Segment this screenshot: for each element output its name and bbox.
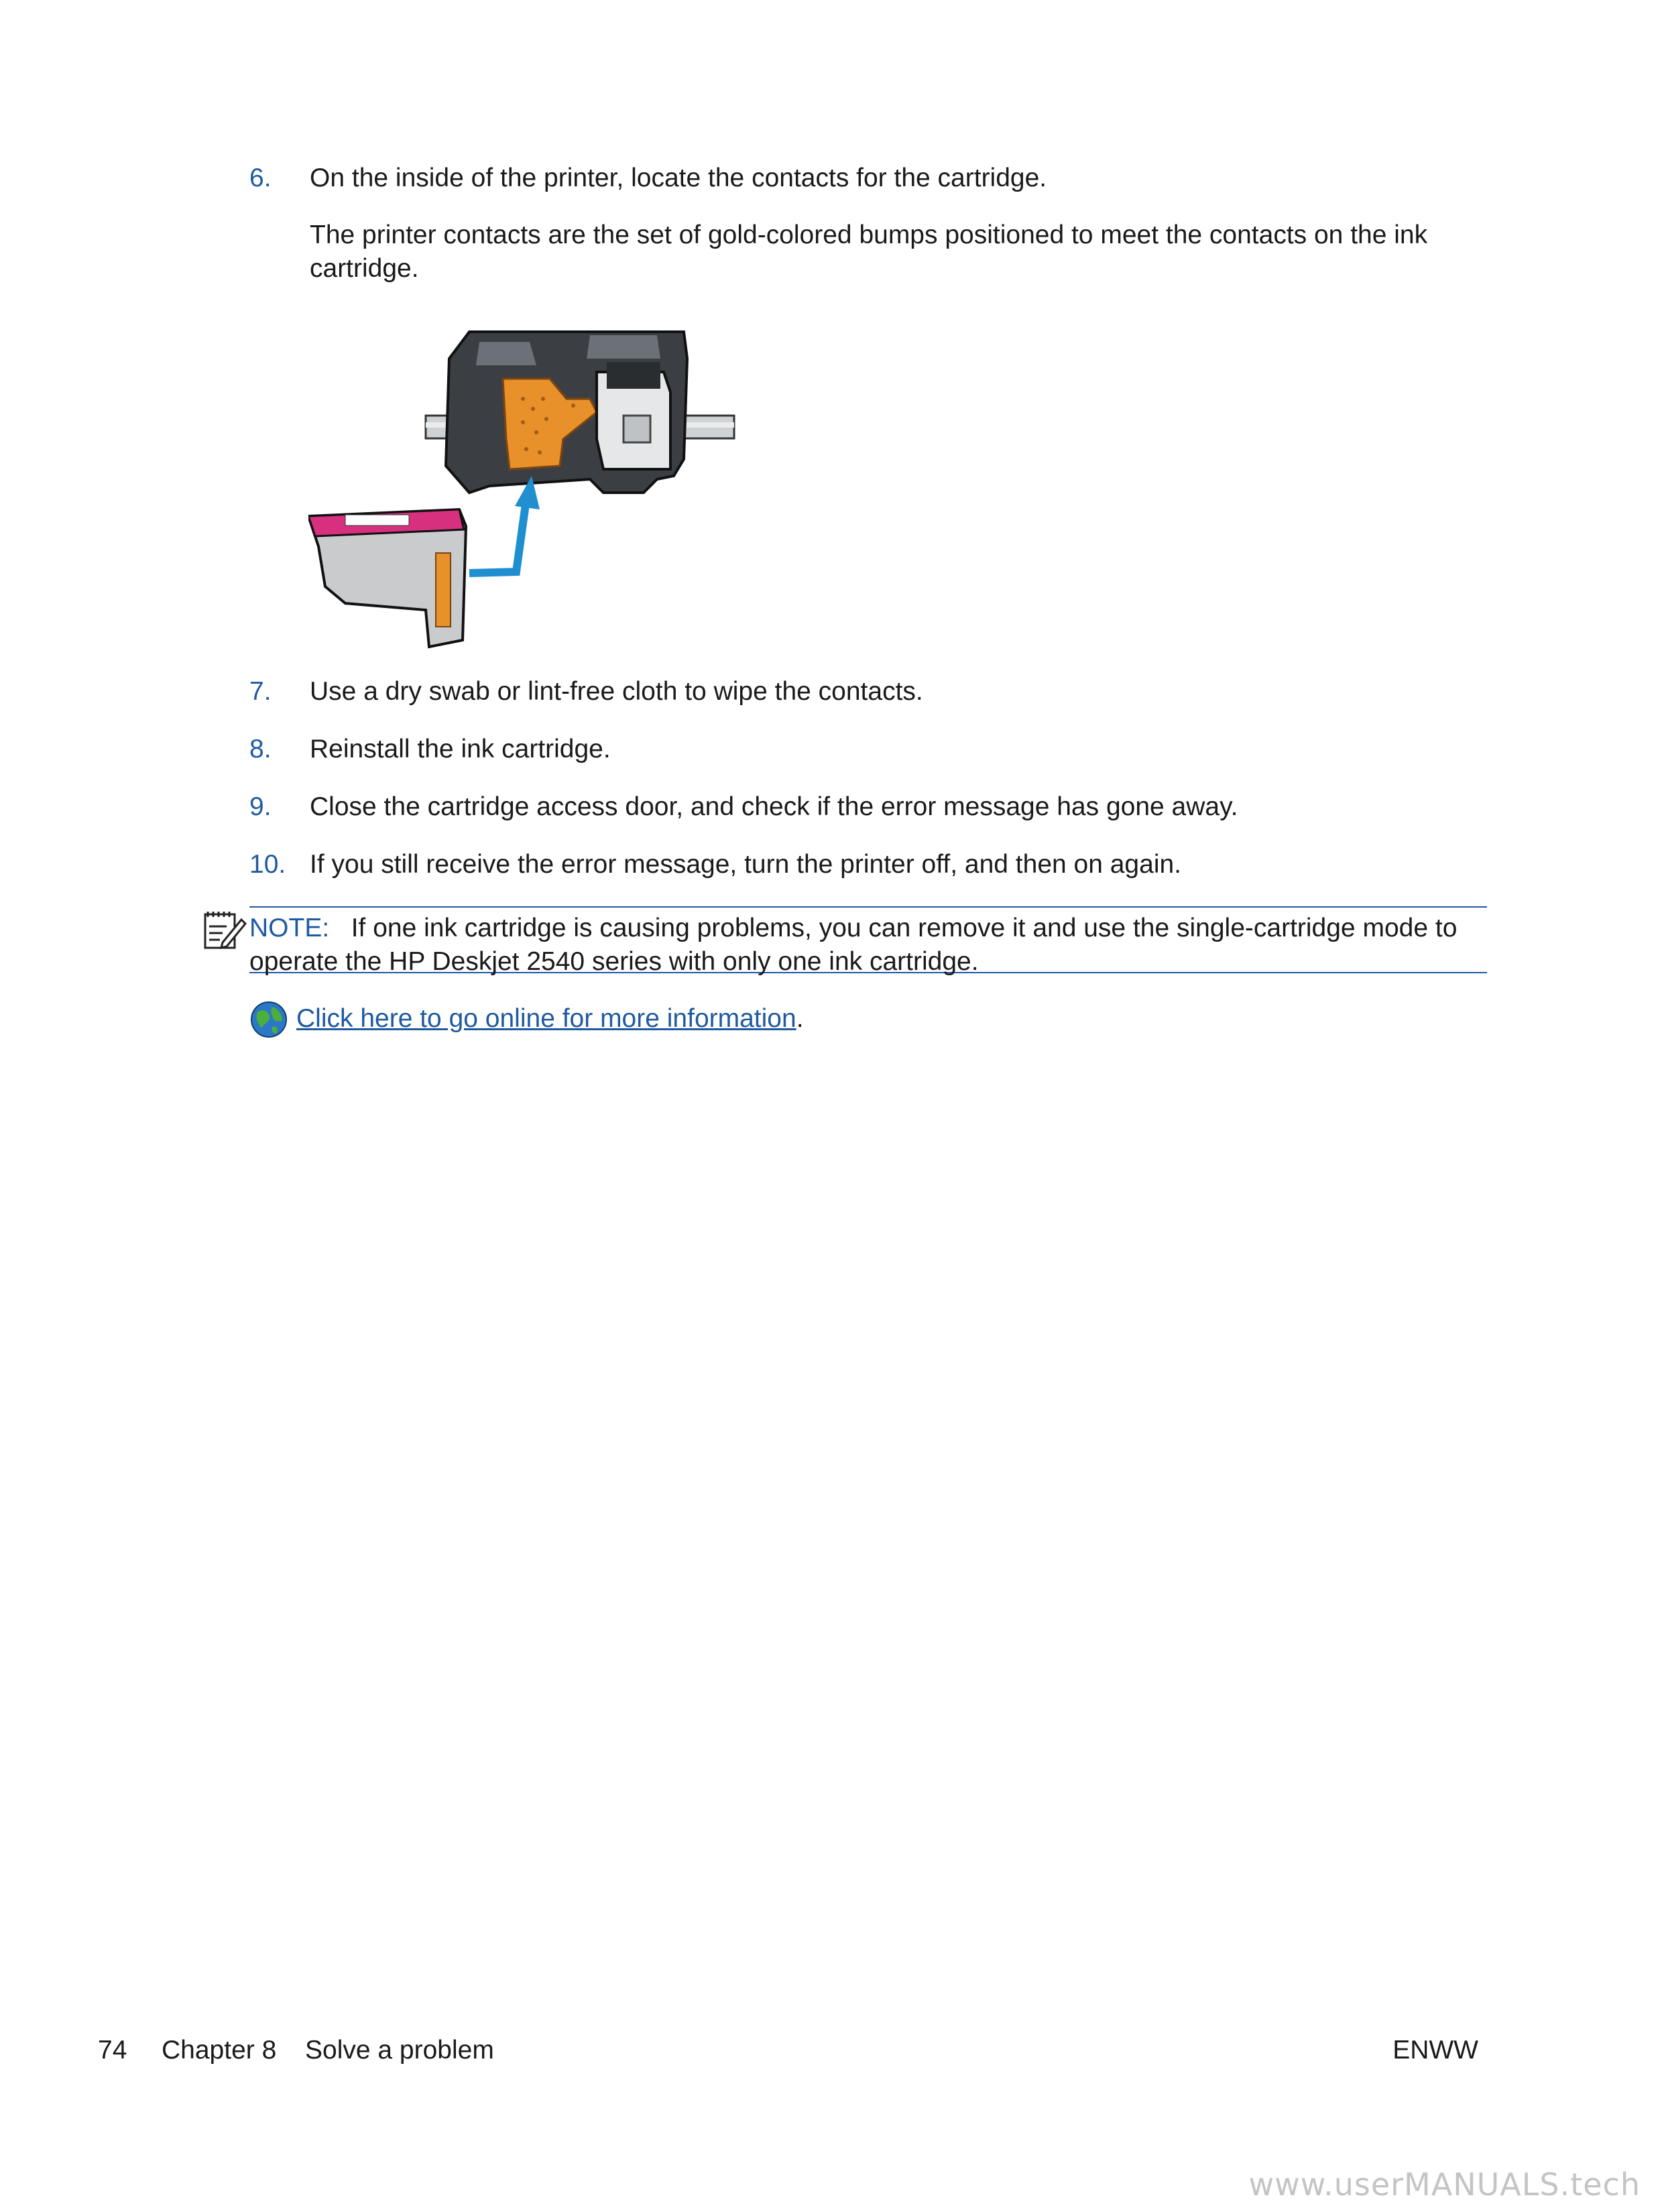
step-number: 7. xyxy=(249,677,272,706)
note-box xyxy=(249,906,1487,976)
step-text: Reinstall the ink cartridge. xyxy=(310,735,611,763)
note-body: If one ink cartridge is causing problems, you can remove it and use the single-cartridge mode to operate the HP Deskjet 2540 series with only one ink cartridge. xyxy=(249,914,1458,976)
note-text xyxy=(249,912,1487,979)
step-number: 8. xyxy=(249,735,272,763)
step-number: 9. xyxy=(249,792,272,821)
step-number: 6. xyxy=(249,164,272,192)
online-info-link-text[interactable]: Click here to go online for more information xyxy=(296,1004,796,1033)
step-text: Close the cartridge access door, and check if the error message has gone away. xyxy=(310,792,1238,821)
watermark: www.userMANUALS.tech xyxy=(1248,2166,1641,2203)
online-info-link[interactable] xyxy=(296,1000,804,1038)
note-label: NOTE: xyxy=(249,914,330,942)
globe-icon xyxy=(249,1000,288,1039)
footer-page-number: 74 xyxy=(98,2036,127,2065)
footer-section: Solve a problem xyxy=(305,2036,494,2065)
link-suffix: . xyxy=(796,1004,804,1033)
step-text: Use a dry swab or lint-free cloth to wipe the contacts. xyxy=(310,677,923,706)
printer-carriage-illustration xyxy=(308,305,737,654)
step-text: On the inside of the printer, locate the contacts for the cartridge. xyxy=(310,164,1047,192)
step-6-detail: The printer contacts are the set of gold-colored bumps positioned to meet the contacts on the ink cartridge. xyxy=(310,221,1428,283)
footer-chapter: Chapter 8 xyxy=(162,2036,277,2065)
step-text: If you still receive the error message, turn the printer off, and then on again. xyxy=(310,850,1182,879)
note-icon xyxy=(202,908,247,952)
step-number: 10. xyxy=(249,850,286,879)
footer-locale: ENWW xyxy=(1392,2036,1478,2065)
